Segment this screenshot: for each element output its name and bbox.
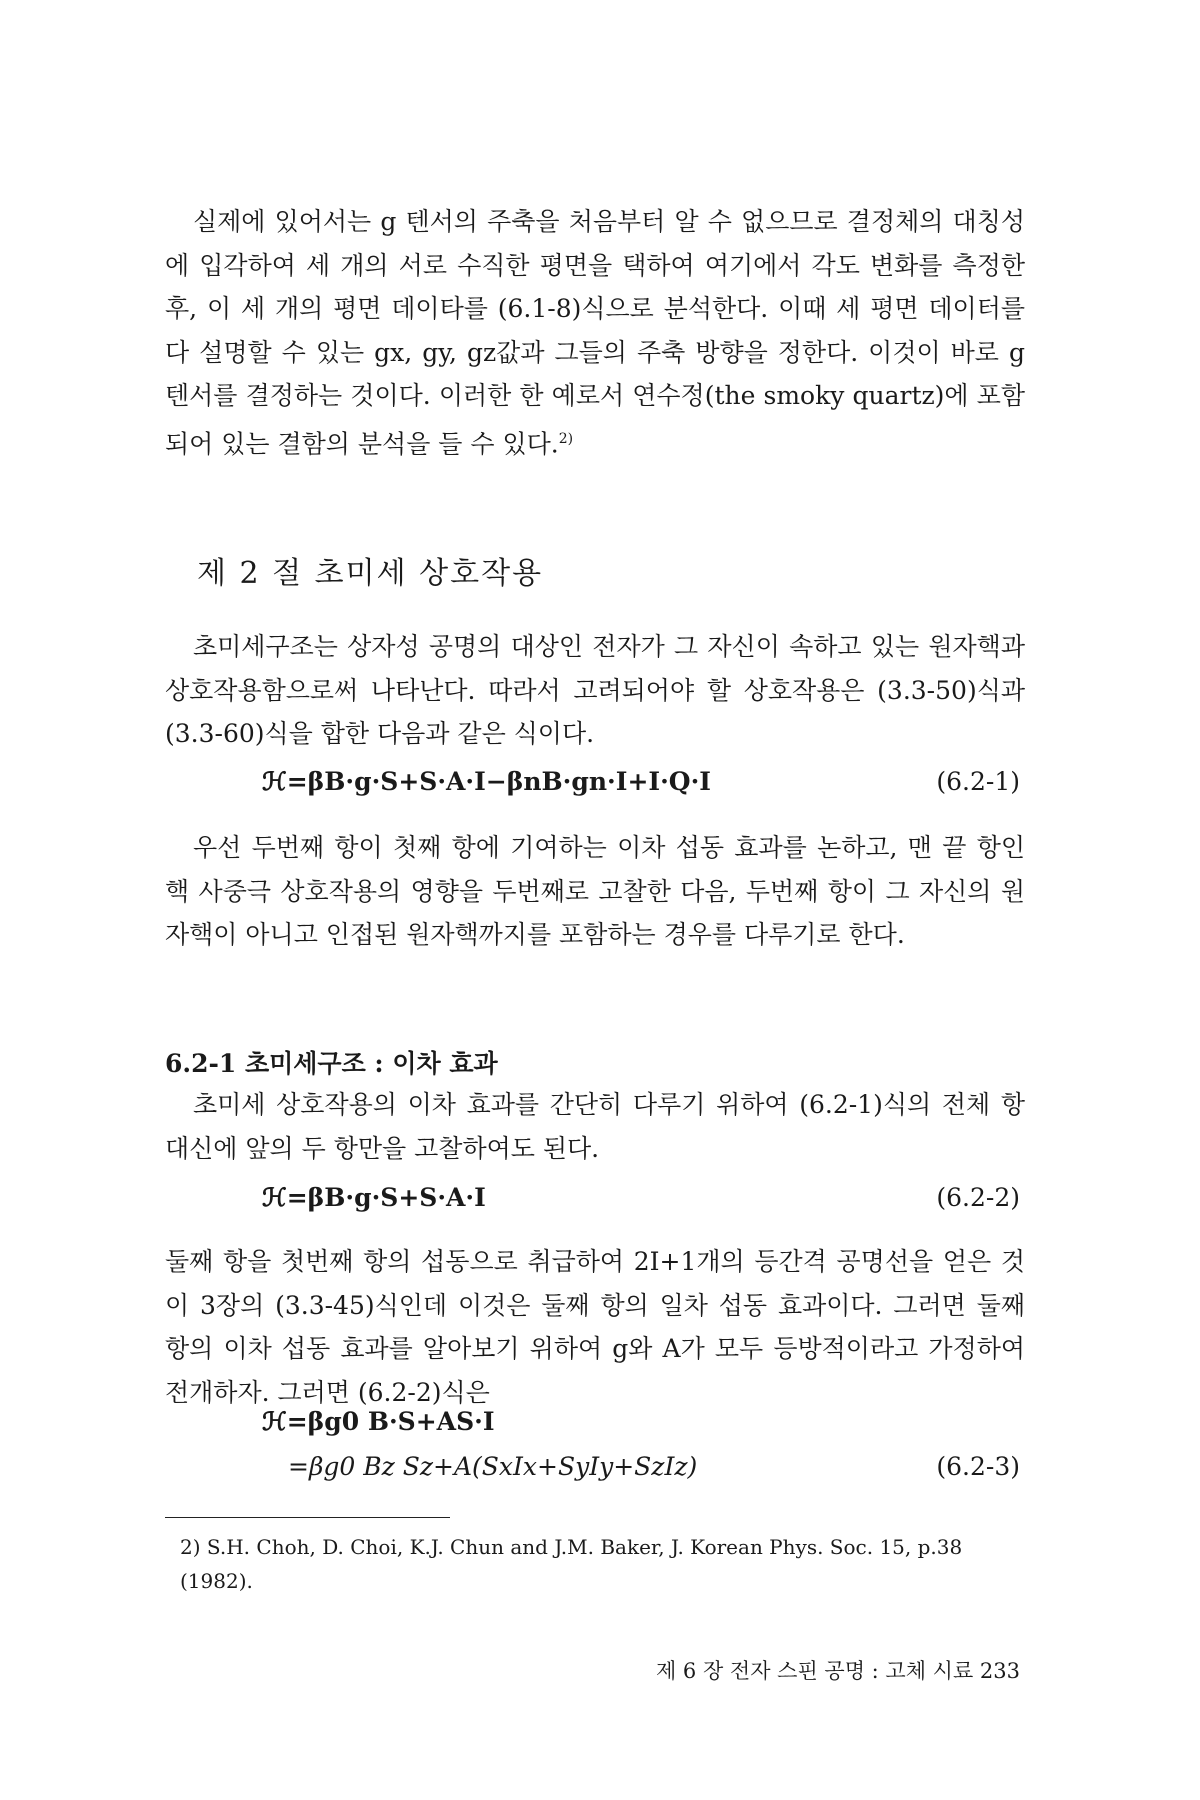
running-footer: 제 6 장 전자 스핀 공명 : 고체 시료 233 (655, 1659, 1020, 1683)
equation-6-2-1: ℋ=βB·g·S+S·A·I−βnB·gn·I+I·Q·I (262, 767, 711, 796)
paragraph-1-text: 실제에 있어서는 g 텐서의 주축을 처음부터 알 수 없으므로 결정체의 대칭성에 입각하여 세 개의 서로 수직한 평면을 택하여 여기에서 각도 변화를 측정한 후, 이 세 개의 평면 데이타를 (6.1-8)식으로 분석한다. 이때 세 평면 데이터를 다 설명할 수 있는 gx, gy, gz값과 그들의 주축 방향을 정한다. 이것이 바로 g 텐서를 결정하는 것이다. 이러한 한 예로서 연수정(the smoky quartz)에 포함되어 있는 결함의 분석을 들 수 있다. (165, 207, 1025, 458)
subsection-title: 6.2-1 초미세구조 : 이차 효과 (165, 1049, 498, 1078)
paragraph-1 (165, 200, 1025, 465)
equation-number-6-2-2: (6.2-2) (936, 1183, 1020, 1212)
equation-number-6-2-1: (6.2-1) (936, 767, 1020, 796)
footnote-ref: 2) (558, 430, 574, 447)
paragraph-4: 초미세 상호작용의 이차 효과를 간단히 다루기 위하여 (6.2-1)식의 전체 항 대신에 앞의 두 항만을 고찰하여도 된다. (165, 1090, 1025, 1163)
equation-6-2-3-line-2: =βg0 Bz Sz+A(SxIx+SyIy+SzIz) (288, 1452, 698, 1481)
footnote: 2) S.H. Choh, D. Choi, K.J. Chun and J.M. Baker, J. Korean Phys. Soc. 15, p.38 (1982). (180, 1535, 963, 1593)
equation-number-6-2-3: (6.2-3) (936, 1452, 1020, 1481)
equation-6-2-3-line-1: ℋ=βg0 B·S+AS·I (262, 1407, 495, 1436)
paragraph-2: 초미세구조는 상자성 공명의 대상인 전자가 그 자신이 속하고 있는 원자핵과 상호작용함으로써 나타난다. 따라서 고려되어야 할 상호작용은 (3.3-50)식과 (3.3-60)식을 합한 다음과 같은 식이다. (165, 632, 1025, 748)
equation-6-2-2: ℋ=βB·g·S+S·A·I (262, 1183, 486, 1212)
footnote-divider (165, 1517, 450, 1518)
paragraph-3: 우선 두번째 항이 첫째 항에 기여하는 이차 섭동 효과를 논하고, 맨 끝 항인 핵 사중극 상호작용의 영향을 두번째로 고찰한 다음, 두번째 항이 그 자신의 원자핵이 아니고 인접된 원자핵까지를 포함하는 경우를 다루기로 한다. (165, 833, 1025, 949)
paragraph-5: 둘째 항을 첫번째 항의 섭동으로 취급하여 2I+1개의 등간격 공명선을 얻은 것이 3장의 (3.3-45)식인데 이것은 둘째 항의 일차 섭동 효과이다. 그러면 둘째 항의 이차 섭동 효과를 알아보기 위하여 g와 A가 모두 등방적이라고 가정하여 전개하자. 그러면 (6.2-2)식은 (165, 1247, 1025, 1407)
section-title: 제 2 절 초미세 상호작용 (197, 556, 544, 591)
